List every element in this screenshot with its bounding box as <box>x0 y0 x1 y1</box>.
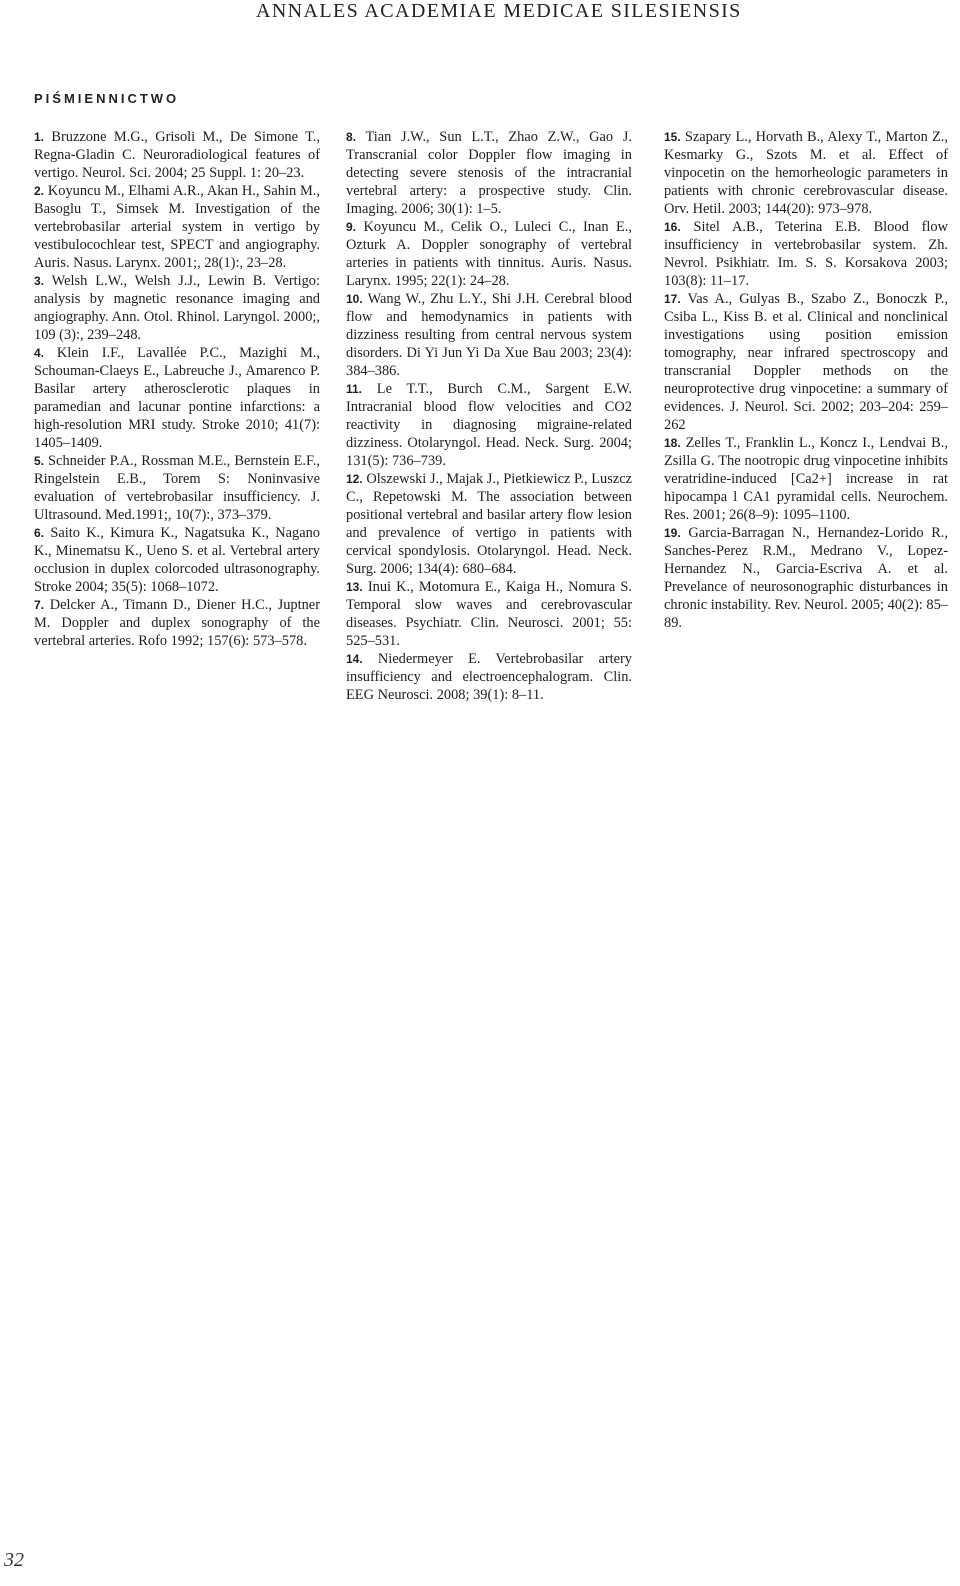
reference-2 <box>34 182 320 272</box>
reference-19 <box>664 524 948 632</box>
reference-text: Welsh L.W., Welsh J.J., Lewin B. Vertigo: analysis by magnetic resonance imaging and angiography. Ann. Otol. Rhinol. Laryngol. 2000;, 109 (3):, 239–248. <box>34 273 320 343</box>
reference-9 <box>346 218 632 290</box>
reference-number: 5. <box>34 454 45 468</box>
reference-16 <box>664 218 948 290</box>
reference-number: 2. <box>34 184 45 198</box>
reference-5 <box>34 452 320 524</box>
references-column-2 <box>346 128 632 704</box>
reference-3 <box>34 272 320 344</box>
reference-number: 12. <box>346 472 363 486</box>
reference-13 <box>346 578 632 650</box>
reference-text: Bruzzone M.G., Grisoli M., De Simone T., Regna-Gladin C. Neuroradiological features of vertigo. Neurol. Sci. 2004; 25 Suppl. 1: 20–23. <box>34 129 320 181</box>
reference-17 <box>664 290 948 434</box>
reference-text: Schneider P.A., Rossman M.E., Bernstein E.F., Ringelstein E.B., Torem S: Noninvasive evaluation of vertebrobasilar insufficiency. J. Ultrasound. Med.1991;, 10(7):, 373–379. <box>34 453 321 523</box>
reference-7 <box>34 596 320 650</box>
reference-number: 18. <box>664 436 681 450</box>
reference-number: 10. <box>346 292 363 306</box>
reference-number: 3. <box>34 274 45 288</box>
reference-text: Klein I.F., Lavallée P.C., Mazighi M., Schouman-Claeys E., Labreuche J., Amarenco P. Basilar artery atherosclerotic plaques in paramedian and lacunar pontine infarctions: a high-resolution MRI study. Stroke 2010; 41(7): 1405–1409. <box>34 345 320 451</box>
reference-15 <box>664 128 948 218</box>
references-column-1 <box>34 128 320 650</box>
reference-number: 19. <box>664 526 681 540</box>
reference-number: 7. <box>34 598 45 612</box>
reference-number: 1. <box>34 130 45 144</box>
reference-number: 17. <box>664 292 681 306</box>
reference-number: 16. <box>664 220 681 234</box>
reference-text: Niedermeyer E. Vertebrobasilar artery insufficiency and electroencephalogram. Clin. EEG Neurosci. 2008; 39(1): 8–11. <box>346 651 632 703</box>
reference-number: 9. <box>346 220 357 234</box>
reference-number: 15. <box>664 130 681 144</box>
reference-text: Koyuncu M., Celik O., Luleci C., Inan E., Ozturk A. Doppler sonography of vertebral arteries in patients with tinnitus. Auris. Nasus. Larynx. 1995; 22(1): 24–28. <box>346 219 632 289</box>
reference-6 <box>34 524 320 596</box>
reference-18 <box>664 434 948 524</box>
reference-14 <box>346 650 632 704</box>
page-number: 32 <box>4 1549 24 1571</box>
reference-4 <box>34 344 320 452</box>
reference-text: Saito K., Kimura K., Nagatsuka K., Nagano K., Minematsu K., Ueno S. et al. Vertebral artery occlusion in duplex colorcoded ultrasonography. Stroke 2004; 35(5): 1068–1072. <box>34 525 320 595</box>
journal-title: ANNALES ACADEMIAE MEDICAE SILESIENSIS <box>256 0 742 22</box>
reference-number: 6. <box>34 526 45 540</box>
references-column-3 <box>664 128 948 632</box>
reference-text: Olszewski J., Majak J., Pietkiewicz P., Luszcz C., Repetowski M. The association between positional vertebral and basilar artery flow lesion and prevalence of vertigo in patients with cervical spondylosis. Otolaryngol. Head. Neck. Surg. 2006; 134(4): 680–684. <box>346 471 632 577</box>
reference-number: 14. <box>346 652 363 666</box>
reference-text: Le T.T., Burch C.M., Sargent E.W. Intracranial blood flow velocities and CO2 reactivity in diagnosing migraine-related dizziness. Otolaryngol. Head. Neck. Surg. 2004; 131(5): 736–739. <box>346 381 632 469</box>
reference-text: Delcker A., Timann D., Diener H.C., Juptner M. Doppler and duplex sonography of the vertebral arteries. Rofo 1992; 157(6): 573–578. <box>34 597 320 649</box>
reference-text: Wang W., Zhu L.Y., Shi J.H. Cerebral blood flow and hemodynamics in patients with dizziness resulting from central nervous system disorders. Di Yi Jun Yi Da Xue Bau 2003; 23(4): 384–386. <box>346 291 632 379</box>
reference-12 <box>346 470 632 578</box>
reference-text: Sitel A.B., Teterina E.B. Blood flow insufficiency in vertebrobasilar system. Zh. Nevrol. Psikhiatr. Im. S. S. Korsakova 2003; 103(8): 11–17. <box>664 219 948 289</box>
reference-text: Garcia-Barragan N., Hernandez-Lorido R., Sanches-Perez R.M., Medrano V., Lopez-Hernandez N., Garcia-Escriva A. et al. Prevelance of neurosonographic disturbances in chronic instability. Rev. Neurol. 2005; 40(2): 85–89. <box>664 525 948 631</box>
reference-text: Vas A., Gulyas B., Szabo Z., Bonoczk P., Csiba L., Kiss B. et al. Clinical and nonclinical investigations using position emission tomography, near infrared spectroscopy and transcranial Doppler methods on the neuroprotective drug vinpocetine: a summary of evidences. J. Neurol. Sci. 2002; 203–204: 259–262 <box>664 291 949 433</box>
reference-number: 8. <box>346 130 357 144</box>
reference-number: 11. <box>346 382 363 396</box>
reference-number: 13. <box>346 580 363 594</box>
reference-11 <box>346 380 632 470</box>
reference-text: Inui K., Motomura E., Kaiga H., Nomura S. Temporal slow waves and cerebrovascular diseases. Psychiatr. Clin. Neurosci. 2001; 55: 525–531. <box>346 579 632 649</box>
section-heading: PIŚMIENNICTWO <box>34 91 180 106</box>
reference-text: Koyuncu M., Elhami A.R., Akan H., Sahin M., Basoglu T., Simsek M. Investigation of the vertebrobasilar arterial system in vertigo by vestibulocochlear test, SPECT and angiography. Auris. Nasus. Larynx. 2001;, 28(1):, 23–28. <box>34 183 320 271</box>
reference-text: Zelles T., Franklin L., Koncz I., Lendvai B., Zsilla G. The nootropic drug vinpocetine inhibits veratridine-induced [Ca2+] increase in rat hipocampa l CA1 pyramidal cells. Neurochem. Res. 2001; 26(8–9): 1095–1100. <box>664 435 948 523</box>
reference-number: 4. <box>34 346 45 360</box>
reference-10 <box>346 290 632 380</box>
reference-text: Szapary L., Horvath B., Alexy T., Marton Z., Kesmarky G., Szots M. et al. Effect of vinpocetin on the hemorheologic parameters in patients with chronic cerebrovascular disease. Orv. Hetil. 2003; 144(20): 973–978. <box>664 129 948 217</box>
reference-1 <box>34 128 320 182</box>
reference-8 <box>346 128 632 218</box>
reference-text: Tian J.W., Sun L.T., Zhao Z.W., Gao J. Transcranial color Doppler flow imaging in detecting severe stenosis of the intracranial vertebral artery: a prospective study. Clin. Imaging. 2006; 30(1): 1–5. <box>346 129 632 217</box>
